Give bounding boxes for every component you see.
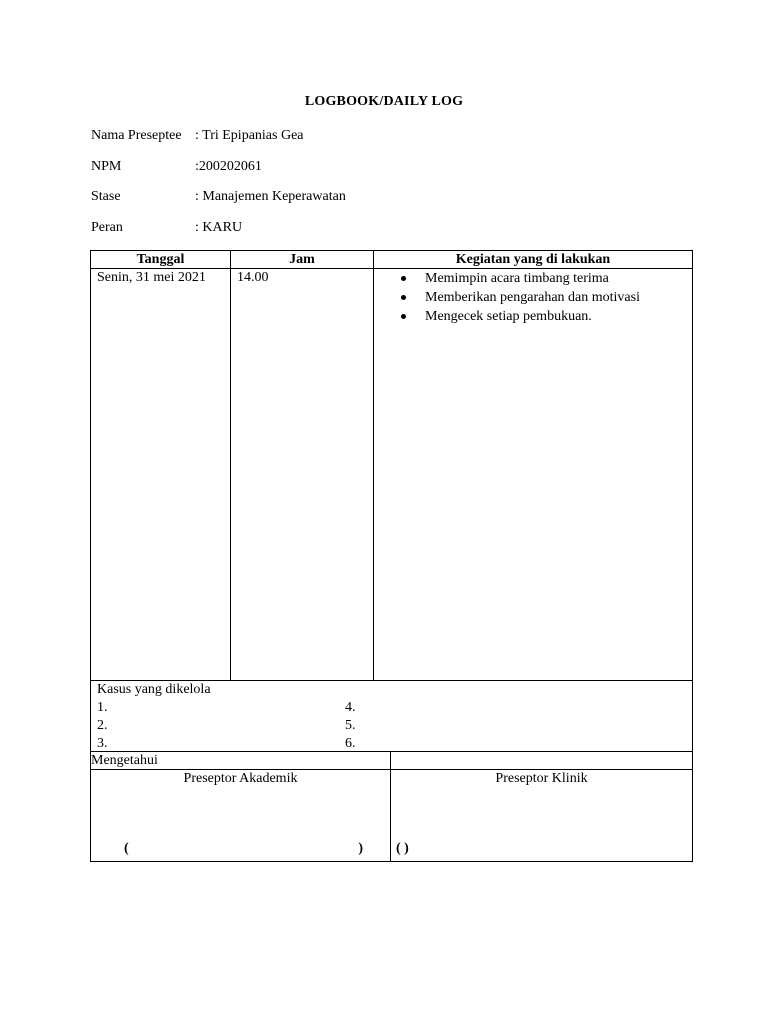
cell-time: 14.00 xyxy=(231,269,374,681)
document-title: LOGBOOK/DAILY LOG xyxy=(304,94,464,109)
activity-text: Mengecek setiap pembukuan. xyxy=(425,309,592,324)
list-item xyxy=(374,269,692,288)
cases-label: Kasus yang dikelola xyxy=(97,682,211,697)
case-item-5: 5. xyxy=(345,718,356,733)
activity-text: Memberikan pengarahan dan motivasi xyxy=(425,290,640,305)
field-value: : KARU xyxy=(195,220,243,235)
field-label: Peran xyxy=(91,220,123,235)
case-item-2: 2. xyxy=(97,718,108,733)
case-item-3: 3. xyxy=(97,736,108,751)
field-value: : Manajemen Keperawatan xyxy=(195,189,346,204)
bullet-icon xyxy=(401,314,406,319)
header-tanggal: Tanggal xyxy=(91,251,231,269)
field-value: :200202061 xyxy=(195,159,262,174)
activity-text: Memimpin acara timbang terima xyxy=(425,271,609,286)
signature-clinical xyxy=(391,770,693,862)
table-row xyxy=(91,269,693,681)
header-kegiatan: Kegiatan yang di lakukan xyxy=(374,251,693,269)
bullet-icon xyxy=(401,295,406,300)
list-item xyxy=(374,288,692,307)
cell-activities xyxy=(374,269,693,681)
list-item xyxy=(374,307,692,326)
header-jam: Jam xyxy=(231,251,374,269)
table-header-row xyxy=(91,251,693,269)
acknowledge-empty xyxy=(391,752,693,770)
acknowledge-table xyxy=(90,751,693,862)
academic-preceptor-label: Preseptor Akademik xyxy=(183,771,298,786)
paren-open: ( xyxy=(124,841,129,856)
field-label: Nama Preseptee xyxy=(91,128,182,143)
activity-list xyxy=(374,269,692,326)
bullet-icon xyxy=(401,276,406,281)
signature-academic xyxy=(91,770,391,862)
cases-cell xyxy=(91,681,693,752)
case-item-1: 1. xyxy=(97,700,108,715)
logbook-table xyxy=(90,250,693,752)
case-item-4: 4. xyxy=(345,700,356,715)
field-label: NPM xyxy=(91,159,122,174)
paren-close: ) xyxy=(358,841,363,856)
cases-row xyxy=(91,681,693,752)
acknowledge-row xyxy=(91,752,693,770)
acknowledge-label: Mengetahui xyxy=(91,752,391,770)
field-label: Stase xyxy=(91,189,121,204)
cell-date: Senin, 31 mei 2021 xyxy=(91,269,231,681)
paren-pair: ( ) xyxy=(396,841,409,856)
field-value: : Tri Epipanias Gea xyxy=(195,128,304,143)
clinical-preceptor-label: Preseptor Klinik xyxy=(495,771,588,786)
case-item-6: 6. xyxy=(345,736,356,751)
signature-row xyxy=(91,770,693,862)
